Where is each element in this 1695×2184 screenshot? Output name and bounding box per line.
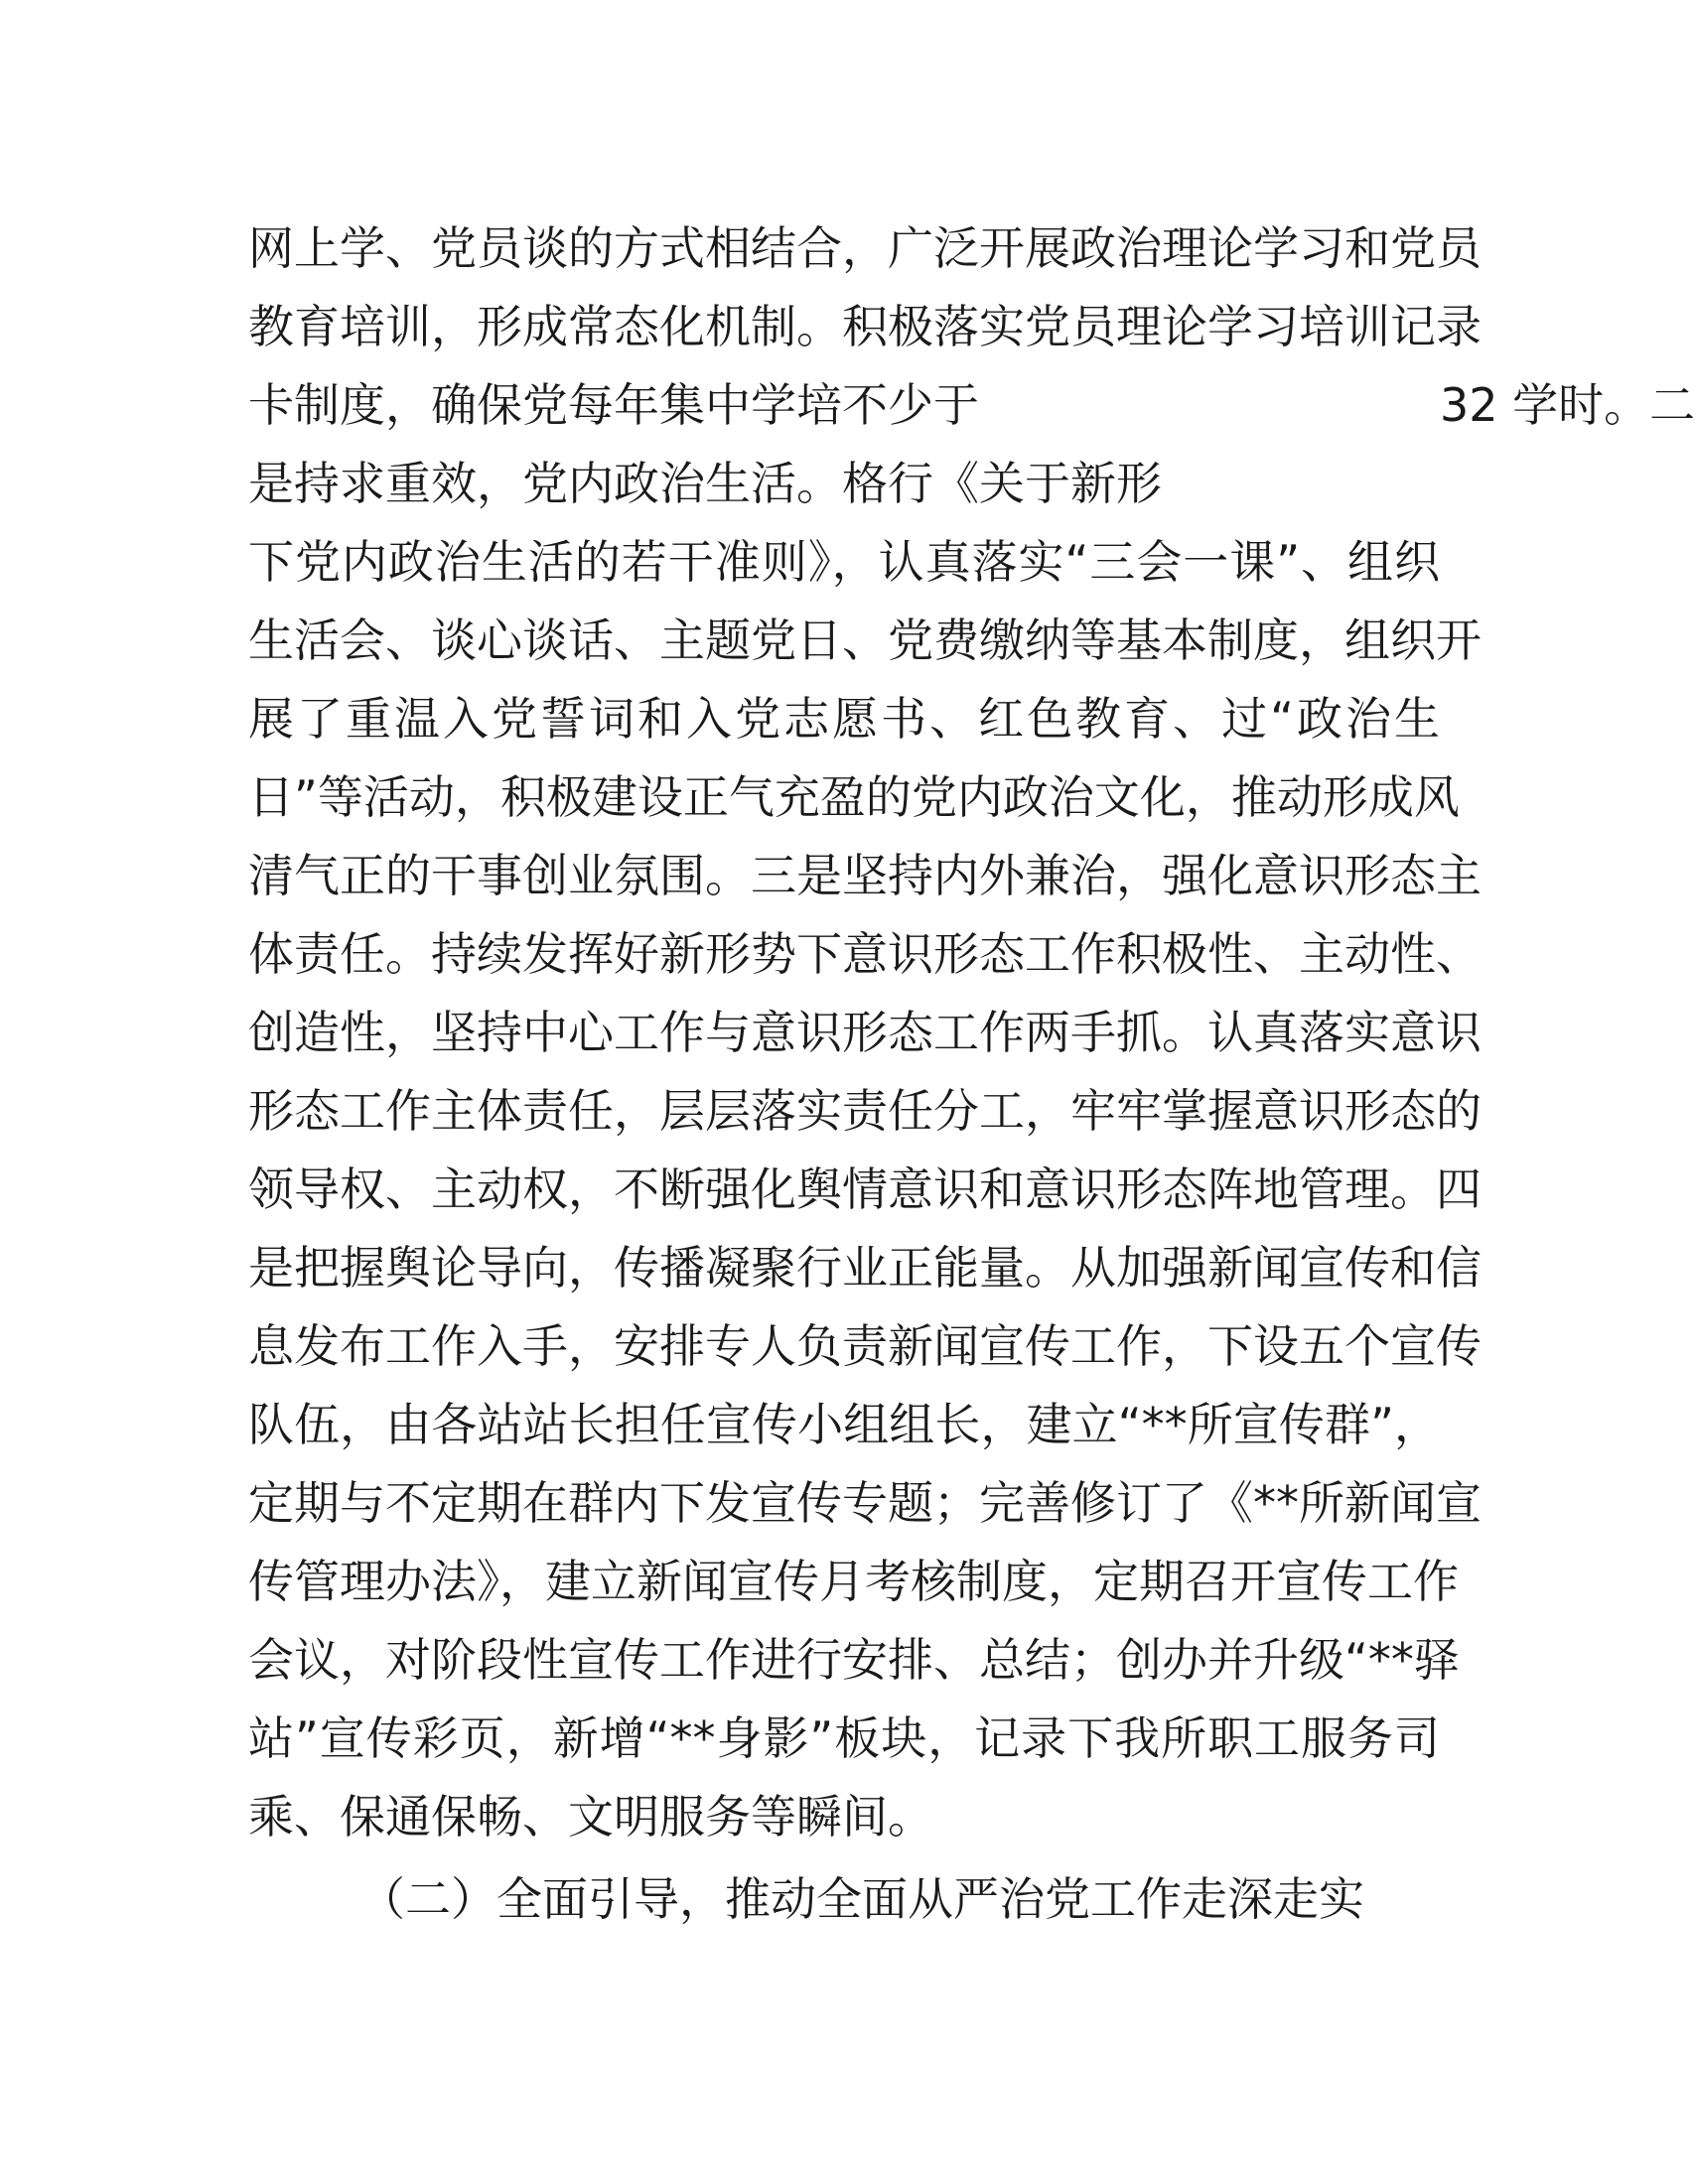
body-text-line: 形态工作主体责任，层层落实责任分工，牢牢掌握意识形态的 (248, 1084, 1482, 1138)
body-text-line: 站”宣传彩页，新增“**身影”板块，记录下我所职工服务司 (248, 1711, 1440, 1765)
body-text-segment: 32 学时。二 (1440, 378, 1695, 432)
body-text-line: 网上学、党员谈的方式相结合，广泛开展政治理论学习和党员 (248, 221, 1482, 275)
section-heading: （二）全面引导，推动全面从严治党工作走深走实 (359, 1872, 1364, 1926)
body-text-line: 体责任。持续发挥好新形势下意识形态工作积极性、主动性、 (248, 927, 1482, 981)
body-text-line: 是持求重效，党内政治生活。格行《关于新形 (248, 457, 1162, 510)
body-text-line: 传管理办法》，建立新闻宣传月考核制度，定期召开宣传工作 (248, 1555, 1459, 1608)
body-text-line: 乘、保通保畅、文明服务等瞬间。 (248, 1790, 933, 1843)
body-text-line: 定期与不定期在群内下发宣传专题；完善修订了《**所新闻宣 (248, 1476, 1482, 1530)
body-text-line: 会议，对阶段性宣传工作进行安排、总结；创办并升级“**驿 (248, 1633, 1460, 1687)
body-text-line: 下党内政治生活的若干准则》，认真落实“三会一课”、组织 (248, 535, 1440, 589)
body-text-line: 是把握舆论导向，传播凝聚行业正能量。从加强新闻宣传和信 (248, 1241, 1482, 1295)
body-text-line: 展了重温入党誓词和入党志愿书、红色教育、过“政治生 (248, 692, 1440, 746)
body-text-line: 教育培训，形成常态化机制。积极落实党员理论学习培训记录 (248, 300, 1482, 353)
body-text-line (248, 365, 1695, 445)
body-text-segment: 卡制度，确保党每年集中学培不少于 (248, 378, 979, 432)
body-text-line: 息发布工作入手，安排专人负责新闻宣传工作，下设五个宣传 (248, 1319, 1482, 1373)
body-text-line: 领导权、主动权，不断强化舆情意识和意识形态阵地管理。四 (248, 1162, 1482, 1216)
body-text-line: 日”等活动，积极建设正气充盈的党内政治文化，推动形成风 (248, 770, 1460, 824)
body-text-line: 队伍，由各站站长担任宣传小组组长，建立“**所宣传群”， (248, 1398, 1440, 1451)
body-text-line: 创造性，坚持中心工作与意识形态工作两手抓。认真落实意识 (248, 1006, 1482, 1059)
body-text-line: 生活会、谈心谈话、主题党日、党费缴纳等基本制度，组织开 (248, 614, 1482, 667)
body-text-line: 清气正的干事创业氛围。三是坚持内外兼治，强化意识形态主 (248, 849, 1482, 902)
